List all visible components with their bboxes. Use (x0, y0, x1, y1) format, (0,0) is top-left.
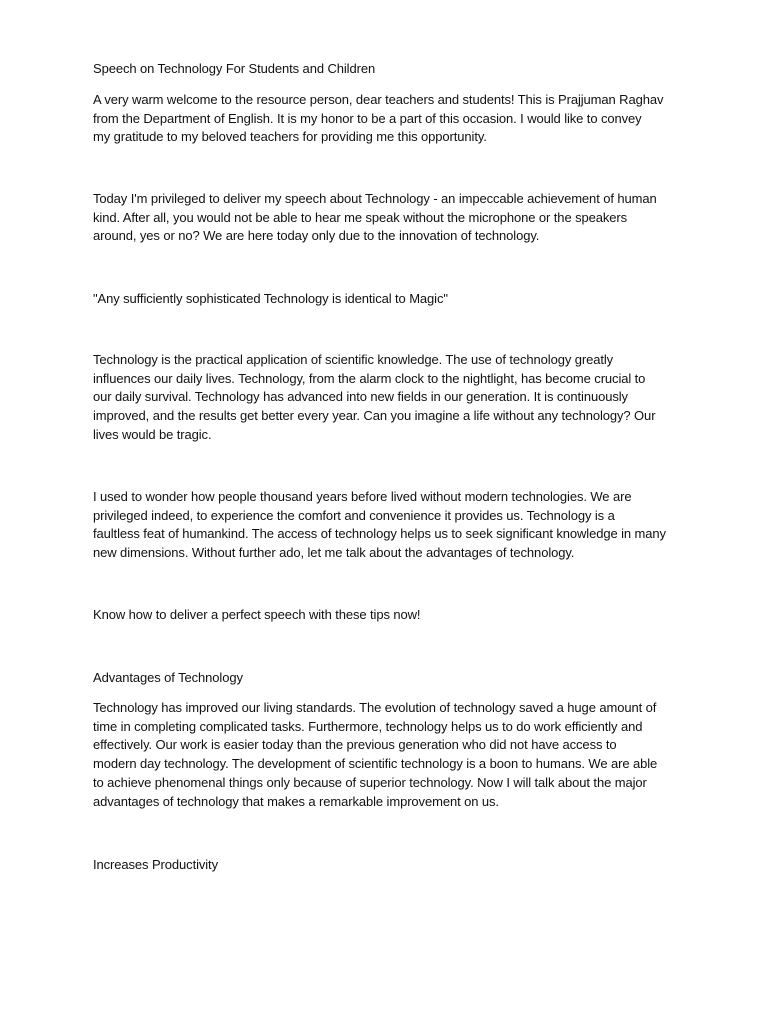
paragraph-line: faultless feat of humankind. The access of technology helps us to seek significant knowledge in many (93, 526, 666, 542)
paragraph-line: Know how to deliver a perfect speech with these tips now! (93, 607, 421, 622)
paragraph-line: modern day technology. The development of scientific technology is a boon to humans. We are able (93, 756, 658, 772)
paragraph-line: Technology has improved our living standards. The evolution of technology saved a huge amount of (93, 700, 657, 715)
paragraph-quote (93, 290, 677, 309)
paragraph-line: Technology is the practical application of scientific knowledge. The use of technology greatly (93, 352, 614, 367)
paragraph-line: new dimensions. Without further ado, let me talk about the advantages of technology. (93, 545, 575, 561)
section-heading-productivity (93, 856, 677, 875)
section-heading: Advantages of Technology (93, 670, 243, 685)
paragraph-line: Today I'm privileged to deliver my speech about Technology - an impeccable achievement of human (93, 191, 657, 206)
paragraph-line: effectively. Our work is easier today than the previous generation who did not have access to (93, 737, 617, 753)
paragraph-definition (93, 351, 677, 445)
paragraph-line: time in completing complicated tasks. Furthermore, technology helps us to do work efficiently and (93, 718, 643, 734)
paragraph-line: lives would be tragic. (93, 426, 212, 442)
paragraph-line: my gratitude to my beloved teachers for providing me this opportunity. (93, 129, 487, 145)
paragraph-line: our daily survival. Technology has advanced into new fields in our generation. It is continuously (93, 389, 628, 405)
paragraph-line: I used to wonder how people thousand years before lived without modern technologies. We are (93, 489, 632, 504)
document-title: Speech on Technology For Students and Children (93, 61, 376, 76)
paragraph-line: advantages of technology that makes a remarkable improvement on us. (93, 793, 499, 809)
paragraph-line: improved, and the results get better every year. Can you imagine a life without any technology? Our (93, 408, 656, 424)
paragraph-line: kind. After all, you would not be able to hear me speak without the microphone or the speakers (93, 209, 628, 225)
section-heading: Increases Productivity (93, 857, 218, 872)
paragraph-line: A very warm welcome to the resource person, dear teachers and students! This is Prajjuman Raghav (93, 92, 664, 107)
paragraph-wonder (93, 488, 677, 563)
paragraph-tips (93, 606, 677, 625)
paragraph-line: influences our daily lives. Technology, from the alarm clock to the nightlight, has become crucial to (93, 370, 646, 386)
paragraph-line: to achieve phenomenal things only because of superior technology. Now I will talk about the major (93, 774, 647, 790)
section-heading-advantages (93, 669, 677, 688)
paragraph-line: privileged indeed, to experience the comfort and convenience it provides us. Technology is a (93, 507, 615, 523)
paragraph-welcome (93, 91, 677, 147)
paragraph-line: from the Department of English. It is my honor to be a part of this occasion. I would like to convey (93, 110, 642, 126)
paragraph-line: around, yes or no? We are here today only due to the innovation of technology. (93, 228, 540, 244)
paragraph-privileged (93, 190, 677, 246)
quote-line: "Any sufficiently sophisticated Technology is identical to Magic" (93, 291, 448, 306)
paragraph-advantages (93, 699, 677, 811)
